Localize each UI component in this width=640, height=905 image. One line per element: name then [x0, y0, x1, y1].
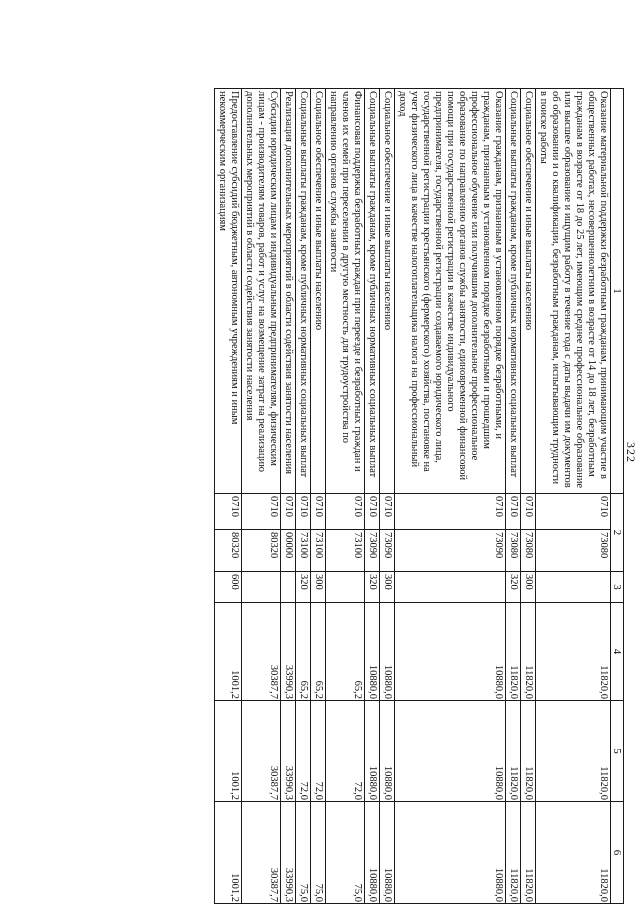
table-row [536, 89, 611, 904]
table-row [242, 89, 281, 904]
row-name-cell: Оказание материальной поддержки безработным гражданам, принимающим участие в общественных работах, несовершеннолетним в возрасте от 14 до 18 лет, безработным гражданам в возрасте от 18 до 25 лет, имеющим среднее профессиональное образование или высшее образование и ищущим работу в течение года с даты выдачи им документов об образовании и о квалификации, безработным гражданам, испытывающим трудности в поиске работы [536, 89, 611, 494]
page-number: 322 [624, 442, 638, 463]
expense-type-cell [536, 572, 611, 603]
amount-year1-cell: 10880,0 [380, 603, 395, 701]
expense-type-cell [281, 572, 296, 603]
table-row [506, 89, 521, 904]
target-article-cell: 73100 [296, 530, 311, 572]
row-name-cell: Финансовая поддержка безработных граждан при переезде и безработных граждан и членов их семей при переселении в другую местность для трудоустройства по направлению органов службы занятости [326, 89, 365, 494]
section-code-cell: 0710 [521, 494, 536, 530]
section-code-cell: 0710 [536, 494, 611, 530]
section-code-cell: 0710 [242, 494, 281, 530]
row-name-cell: Предоставление субсидий бюджетным, автономным учреждениям и иным некоммерческим организациям [215, 89, 242, 494]
target-article-cell: 73090 [395, 530, 506, 572]
section-code-cell: 0710 [296, 494, 311, 530]
section-code-cell: 0710 [380, 494, 395, 530]
table-row [365, 89, 380, 904]
expense-type-cell: 300 [311, 572, 326, 603]
amount-year2-cell: 72,0 [326, 701, 365, 802]
table-header-row [611, 89, 624, 904]
row-name-cell: Социальные выплаты гражданам, кроме публичных нормативных социальных выплат [506, 89, 521, 494]
amount-year1-cell: 11820,0 [536, 603, 611, 701]
row-name-cell: Социальные выплаты гражданам, кроме публичных нормативных социальных выплат [365, 89, 380, 494]
amount-year2-cell: 30387,7 [242, 701, 281, 802]
target-article-cell: 80320 [215, 530, 242, 572]
column-header: 6 [611, 802, 624, 904]
row-name-cell: Социальное обеспечение и иные выплаты населению [521, 89, 536, 494]
amount-year1-cell: 65,2 [296, 603, 311, 701]
table-row [311, 89, 326, 904]
section-code-cell: 0710 [281, 494, 296, 530]
amount-year3-cell: 75,0 [311, 802, 326, 904]
target-article-cell: 73080 [521, 530, 536, 572]
amount-year2-cell: 11820,0 [506, 701, 521, 802]
section-code-cell: 0710 [326, 494, 365, 530]
amount-year2-cell: 72,0 [311, 701, 326, 802]
target-article-cell: 73080 [536, 530, 611, 572]
expense-type-cell: 320 [506, 572, 521, 603]
amount-year2-cell: 72,0 [296, 701, 311, 802]
amount-year1-cell: 10880,0 [395, 603, 506, 701]
amount-year2-cell: 11820,0 [536, 701, 611, 802]
row-name-cell: Субсидии юридическим лицам и индивидуальным предпринимателям, физическим лицам - производителям товаров, работ и услуг на возмещение затрат на реализацию дополнительных мероприятий в области содействия занятости населения [242, 89, 281, 494]
amount-year1-cell: 11820,0 [506, 603, 521, 701]
amount-year1-cell: 33990,3 [281, 603, 296, 701]
amount-year2-cell: 11820,0 [521, 701, 536, 802]
budget-table [214, 88, 624, 904]
amount-year2-cell: 33990,3 [281, 701, 296, 802]
column-header: 3 [611, 572, 624, 603]
section-code-cell: 0710 [395, 494, 506, 530]
expense-type-cell [395, 572, 506, 603]
target-article-cell: 73080 [506, 530, 521, 572]
row-name-cell: Оказание гражданам, признанным в установленном порядке безработными, и гражданам, признанным в установленном порядке безработными и прошедшим профессиональное обучение или получившим дополнительное профессиональное образование по направлению органов службы занятости, единовременной финансовой помощи при государственной регистрации в качестве индивидуального предпринимателя, государственной регистрации создаваемого юридического лица, государственной регистрации крестьянского (фермерского) хозяйства, постановке на учет физического лица в качестве налогоплательщика налога на профессиональный доход [395, 89, 506, 494]
table-body [215, 89, 611, 904]
table-row [395, 89, 506, 904]
table-row [215, 89, 242, 904]
table-row [380, 89, 395, 904]
section-code-cell: 0710 [506, 494, 521, 530]
amount-year1-cell: 1001,2 [215, 603, 242, 701]
amount-year1-cell: 10880,0 [365, 603, 380, 701]
row-name-cell: Реализация дополнительных мероприятий в области содействия занятости населения [281, 89, 296, 494]
amount-year1-cell: 65,2 [311, 603, 326, 701]
expense-type-cell: 320 [365, 572, 380, 603]
column-header: 4 [611, 603, 624, 701]
amount-year3-cell: 30387,7 [242, 802, 281, 904]
amount-year3-cell: 10880,0 [365, 802, 380, 904]
section-code-cell: 0710 [311, 494, 326, 530]
amount-year3-cell: 75,0 [296, 802, 311, 904]
row-name-cell: Социальное обеспечение и иные выплаты населению [311, 89, 326, 494]
column-header: 1 [611, 89, 624, 494]
table-row [296, 89, 311, 904]
target-article-cell: 73100 [311, 530, 326, 572]
expense-type-cell [326, 572, 365, 603]
target-article-cell: 80320 [242, 530, 281, 572]
section-code-cell: 0710 [365, 494, 380, 530]
table-row [521, 89, 536, 904]
column-header: 2 [611, 494, 624, 572]
expense-type-cell: 300 [380, 572, 395, 603]
expense-type-cell: 600 [215, 572, 242, 603]
amount-year2-cell: 10880,0 [365, 701, 380, 802]
expense-type-cell: 320 [296, 572, 311, 603]
row-name-cell: Социальное обеспечение и иные выплаты населению [380, 89, 395, 494]
column-header: 5 [611, 701, 624, 802]
target-article-cell: 00000 [281, 530, 296, 572]
amount-year3-cell: 75,0 [326, 802, 365, 904]
amount-year3-cell: 33990,3 [281, 802, 296, 904]
amount-year1-cell: 30387,7 [242, 603, 281, 701]
amount-year3-cell: 1001,2 [215, 802, 242, 904]
amount-year3-cell: 10880,0 [380, 802, 395, 904]
target-article-cell: 73090 [365, 530, 380, 572]
table-row [326, 89, 365, 904]
target-article-cell: 73090 [380, 530, 395, 572]
expense-type-cell: 300 [521, 572, 536, 603]
amount-year3-cell: 11820,0 [536, 802, 611, 904]
row-name-cell: Социальные выплаты гражданам, кроме публичных нормативных социальных выплат [296, 89, 311, 494]
amount-year1-cell: 11820,0 [521, 603, 536, 701]
target-article-cell: 73100 [326, 530, 365, 572]
amount-year1-cell: 65,2 [326, 603, 365, 701]
table-row [281, 89, 296, 904]
amount-year2-cell: 10880,0 [395, 701, 506, 802]
expense-type-cell [242, 572, 281, 603]
section-code-cell: 0710 [215, 494, 242, 530]
amount-year3-cell: 11820,0 [521, 802, 536, 904]
amount-year2-cell: 1001,2 [215, 701, 242, 802]
amount-year3-cell: 10880,0 [395, 802, 506, 904]
amount-year3-cell: 11820,0 [506, 802, 521, 904]
amount-year2-cell: 10880,0 [380, 701, 395, 802]
